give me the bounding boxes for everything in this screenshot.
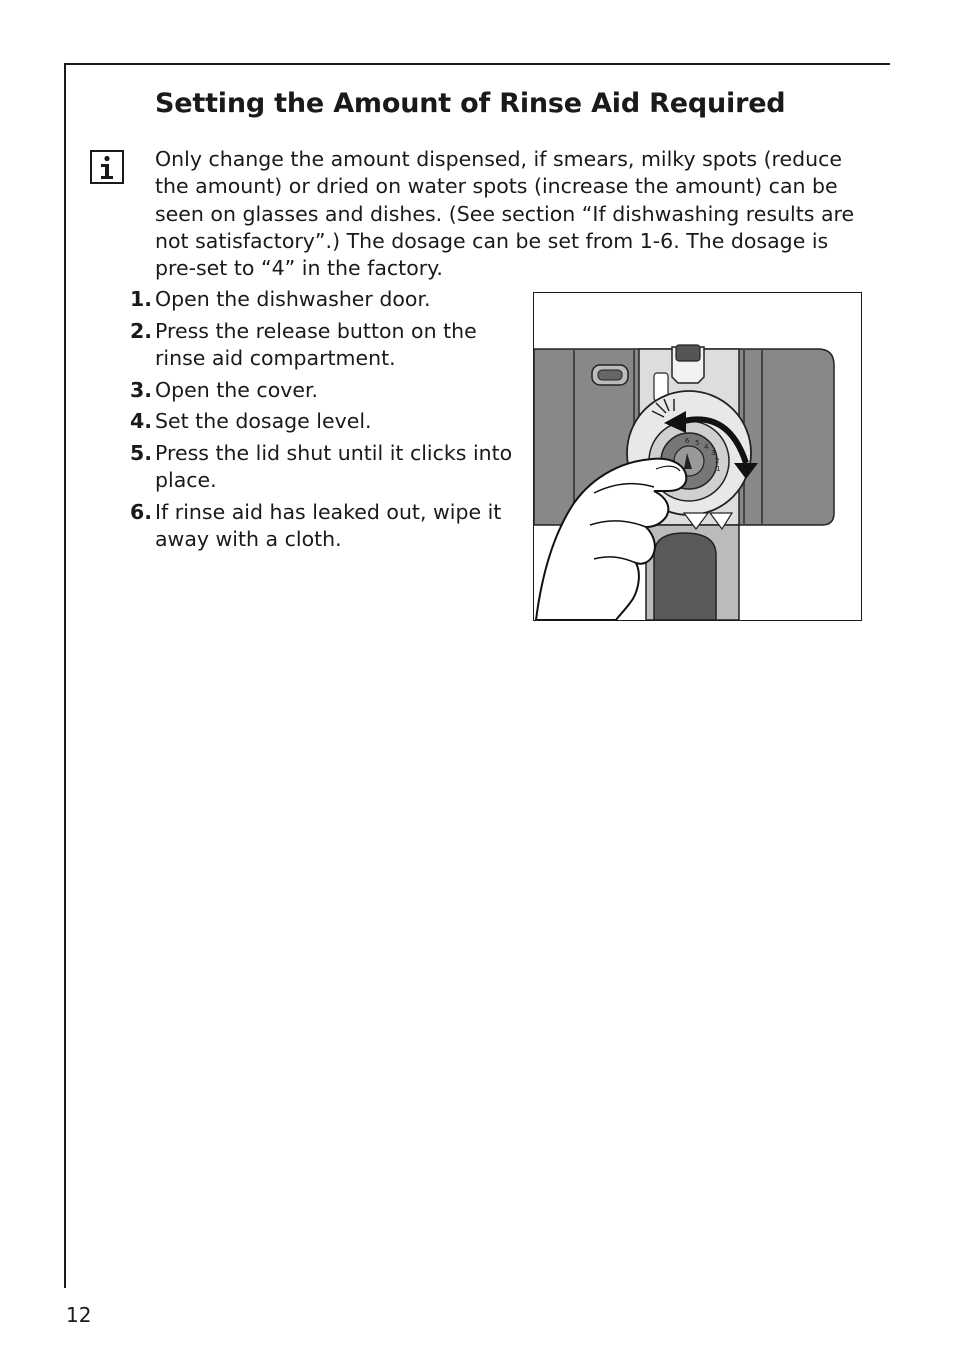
step-item bbox=[130, 499, 520, 554]
steps-list bbox=[130, 286, 520, 558]
top-rule bbox=[64, 63, 890, 65]
rinse-aid-illustration bbox=[533, 292, 862, 621]
page-number: 12 bbox=[66, 1303, 92, 1327]
step-text: Set the dosage level. bbox=[155, 409, 372, 433]
dial-number: 4 bbox=[704, 443, 709, 451]
step-text: Open the dishwasher door. bbox=[155, 287, 431, 311]
dial-number: 2 bbox=[715, 457, 720, 465]
step-item bbox=[130, 286, 520, 314]
intro-paragraph: Only change the amount dispensed, if smears, milky spots (reduce the amount) or dried on water spots (increase the amount) can be seen on glasses and dishes. (See section “If dishwashing results are not satisfactory”.) The dosage can be set from 1-6. The dosage is pre-set to “4” in the factory. bbox=[155, 147, 855, 281]
step-item bbox=[130, 377, 520, 405]
step-number: 4. bbox=[130, 409, 153, 433]
step-number: 2. bbox=[130, 318, 153, 343]
page-title: Setting the Amount of Rinse Aid Required bbox=[155, 88, 786, 119]
info-icon bbox=[90, 150, 124, 184]
dial-number: 1 bbox=[716, 465, 721, 473]
step-text: Open the cover. bbox=[155, 377, 319, 402]
step-item bbox=[130, 440, 520, 495]
step-item bbox=[130, 408, 520, 436]
dial-number: 6 bbox=[685, 437, 690, 445]
step-number: 6. bbox=[130, 499, 153, 524]
dispenser-drawing bbox=[534, 293, 861, 620]
step-number: 3. bbox=[130, 377, 153, 402]
step-number: 1. bbox=[130, 287, 153, 311]
step-text: Press the release button on the rinse aid compartment. bbox=[155, 318, 477, 370]
step-text: Press the lid shut until it clicks into place. bbox=[155, 440, 513, 492]
step-item bbox=[130, 318, 520, 373]
dial-number: 3 bbox=[711, 449, 716, 457]
step-number: 5. bbox=[130, 440, 153, 465]
step-text: If rinse aid has leaked out, wipe it away with a cloth. bbox=[155, 499, 502, 551]
left-rule bbox=[64, 63, 66, 1288]
dial-number: 5 bbox=[695, 439, 700, 447]
